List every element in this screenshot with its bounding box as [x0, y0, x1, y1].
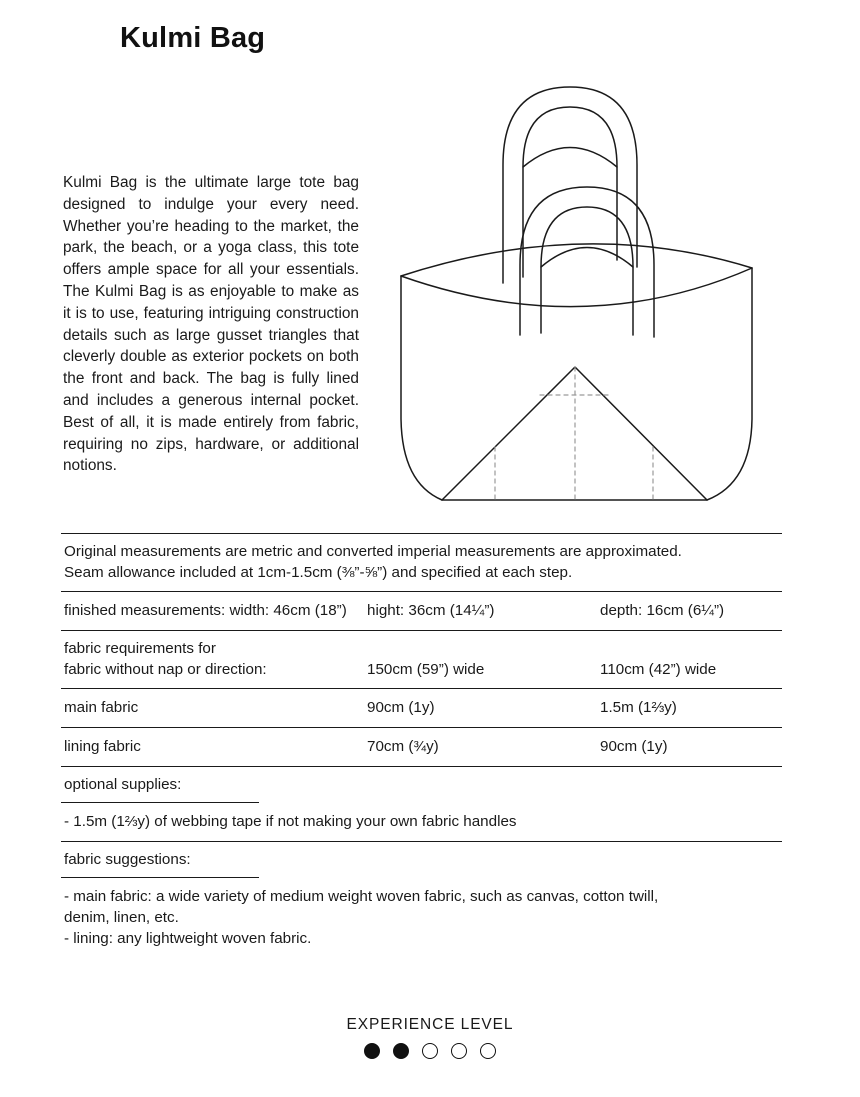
bag-opening: [401, 244, 752, 307]
lining-fabric-150cm-value: 70cm (¾y): [367, 738, 439, 755]
lining-fabric-110cm-value: 90cm (1y): [600, 738, 668, 755]
notes-line-1: Original measurements are metric and converted imperial measurements are approximated.: [64, 543, 682, 560]
stitch-guide-lines: [495, 367, 653, 500]
front-handle-icon: [520, 187, 654, 337]
back-handle-icon: [503, 87, 637, 283]
finished-measurements-label: finished measurements: width: 46cm (18”): [64, 602, 347, 619]
experience-level-dot: [480, 1043, 496, 1059]
product-description: Kulmi Bag is the ultimate large tote bag designed to indulge your every need. Whether you’re heading to the market, the park, the beach, or a yoga class, this tote offers ample space for all your essentials. The Kulmi Bag is as enjoyable to make as it is to use, featuring intriguing construction details such as large gusset triangles that cleverly double as exterior pockets on both the front and back. The bag is fully lined and includes a generous internal pocket. Best of all, it is made entirely from fabric, requiring no zips, hardware, or additional notions.: [63, 174, 359, 475]
fabric-suggestions-line-1: - main fabric: a wide variety of medium weight woven fabric, such as canvas, cotton twill,: [64, 888, 659, 905]
specifications-block: [61, 533, 782, 958]
experience-level-dot: [393, 1043, 409, 1059]
optional-supplies-heading-row: [61, 767, 782, 802]
main-fabric-150cm-value: 90cm (1y): [367, 699, 435, 716]
bag-body: [401, 268, 752, 500]
optional-supplies-heading: optional supplies:: [64, 776, 182, 793]
column-header-150cm: 150cm (59”) wide: [367, 661, 485, 678]
fabric-requirements-header: [61, 631, 782, 688]
experience-level-section: [0, 1016, 860, 1059]
finished-measurements-row: [61, 592, 782, 630]
experience-level-dot: [422, 1043, 438, 1059]
experience-level-label: EXPERIENCE LEVEL: [346, 1016, 514, 1033]
page-title: Kulmi Bag: [120, 22, 266, 54]
notes-line-2: Seam allowance included at 1cm-1.5cm (⅜”-⅝”) and specified at each step.: [64, 564, 573, 581]
fabric-suggestions-heading-row: [61, 842, 782, 877]
row-label-main-fabric: main fabric: [64, 699, 139, 716]
fabric-suggestions-body: [61, 878, 782, 958]
table-row: [61, 689, 782, 727]
measurement-notes: [61, 534, 782, 591]
fabric-suggestions-line-2: denim, linen, etc.: [64, 909, 179, 926]
table-row: [61, 728, 782, 766]
fabric-suggestions-heading: fabric suggestions:: [64, 851, 191, 868]
fabric-suggestions-line-3: - lining: any lightweight woven fabric.: [64, 930, 312, 947]
row-label-lining-fabric: lining fabric: [64, 738, 141, 755]
fabric-requirements-heading-2: fabric without nap or direction:: [64, 661, 267, 678]
main-fabric-110cm-value: 1.5m (1⅔y): [600, 699, 677, 716]
fabric-requirements-heading-1: fabric requirements for: [64, 640, 216, 657]
tote-bag-illustration: [385, 55, 785, 520]
optional-supplies-item-row: [61, 803, 782, 841]
column-header-110cm: 110cm (42”) wide: [600, 661, 717, 678]
experience-level-dots: [0, 1043, 860, 1059]
experience-level-dot: [364, 1043, 380, 1059]
optional-supplies-item: - 1.5m (1⅔y) of webbing tape if not making your own fabric handles: [64, 813, 517, 830]
experience-level-dot: [451, 1043, 467, 1059]
finished-measurements-depth: depth: 16cm (6¼”): [600, 602, 725, 619]
finished-measurements-height: hight: 36cm (14¼”): [367, 602, 495, 619]
